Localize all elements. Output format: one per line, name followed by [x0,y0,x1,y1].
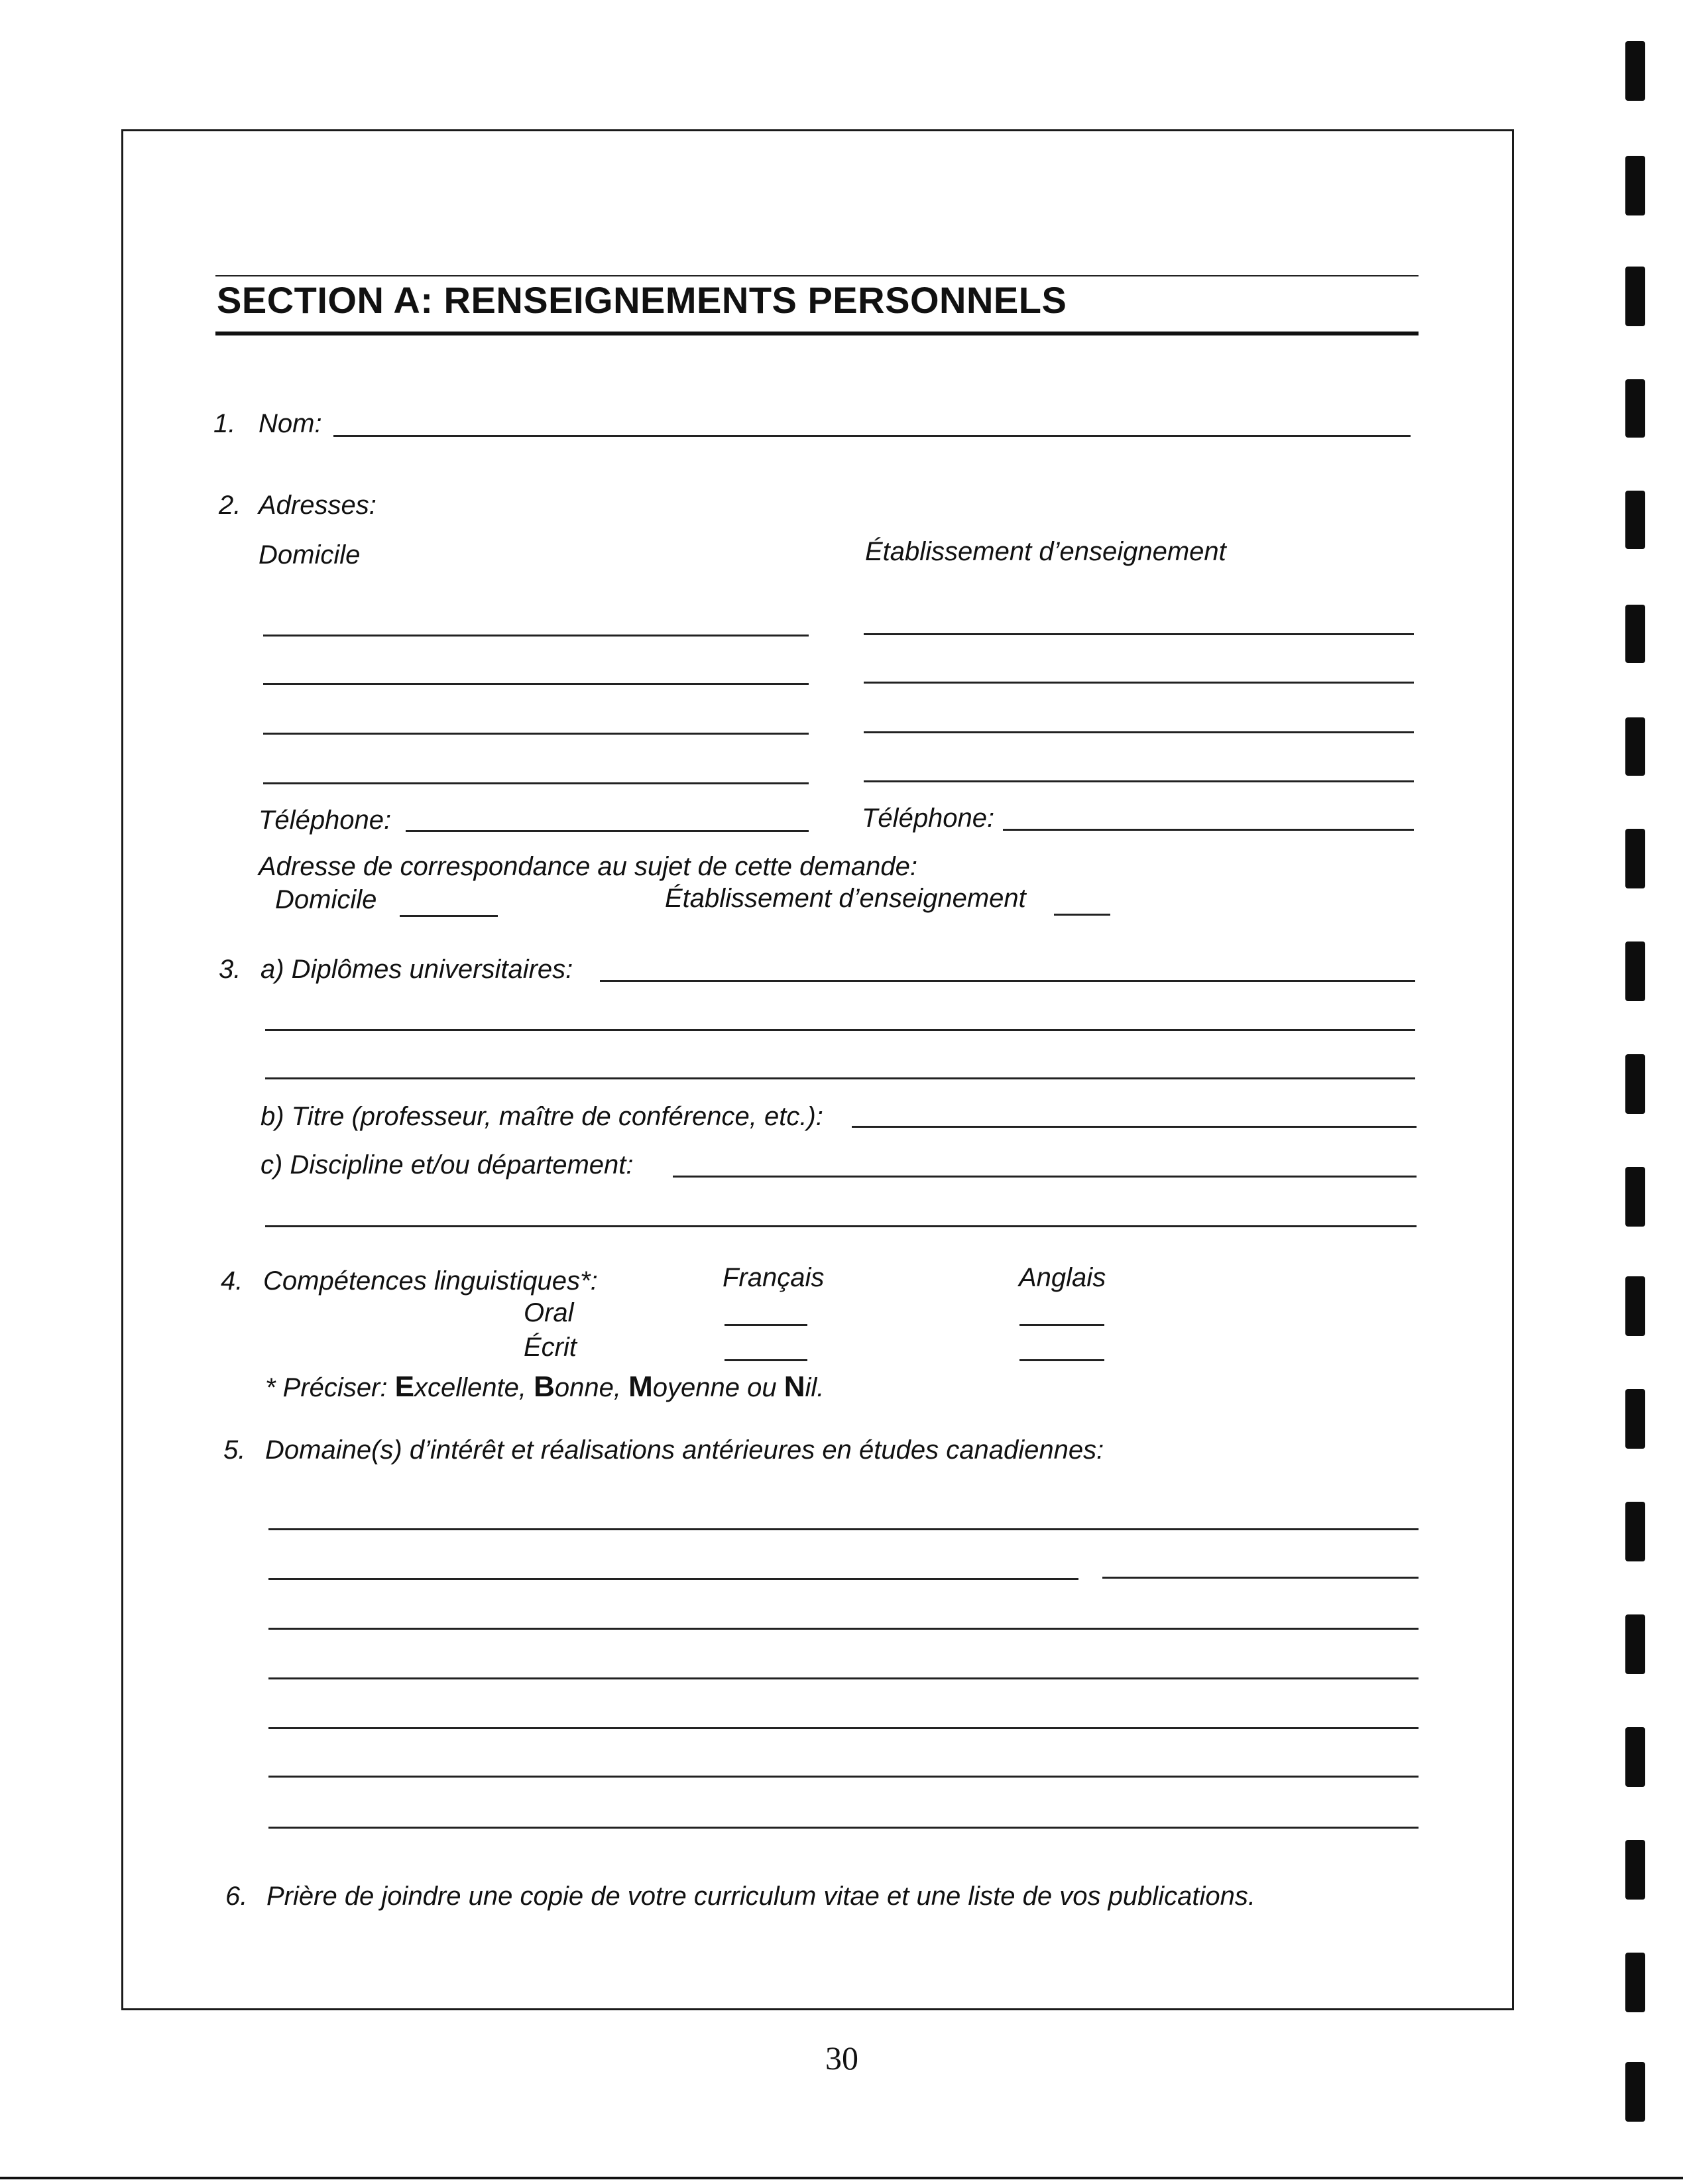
correspondence-label: Adresse de correspondance au sujet de cette demande: [259,852,917,881]
phone-home-field[interactable] [406,830,809,832]
row-written-label: Écrit [524,1333,577,1362]
phone-home-label: Téléphone: [259,806,392,835]
scale-initial-e: E [394,1370,414,1403]
correspondence-school-label: Établissement d’enseignement [665,884,1026,913]
home-address-line-3[interactable] [263,733,809,735]
phone-school-field[interactable] [1003,829,1414,831]
binder-mark [1625,1953,1645,2012]
q5-label: Domaine(s) d’intérêt et réalisations antérieures en études canadiennes: [265,1435,1104,1465]
binder-mark [1625,1614,1645,1674]
col-school-label: Établissement d’enseignement [865,537,1226,566]
col-english-label: Anglais [1019,1263,1106,1292]
interests-line-7[interactable] [268,1827,1419,1829]
header-top-rule [215,275,1419,276]
binder-mark [1625,1389,1645,1449]
binder-mark [1625,491,1645,549]
row-oral-label: Oral [524,1298,574,1327]
interests-line-2a[interactable] [268,1578,1078,1580]
home-address-line-4[interactable] [263,782,809,784]
proficiency-note [265,1370,824,1404]
q3a-label: a) Diplômes universitaires: [261,955,573,984]
binder-mark [1625,829,1645,888]
q6-number: 6. [225,1882,248,1911]
q2-label: Adresses: [259,491,377,520]
degrees-field-3[interactable] [265,1077,1415,1079]
binder-mark [1625,379,1645,438]
name-field[interactable] [333,435,1411,437]
english-written-field[interactable] [1019,1359,1104,1361]
school-address-line-2[interactable] [864,682,1414,684]
degrees-field-2[interactable] [265,1029,1415,1031]
binder-mark [1625,41,1645,101]
school-address-line-4[interactable] [864,780,1414,782]
page-bottom-edge [0,2177,1683,2179]
scale-initial-m: M [628,1370,653,1403]
home-address-line-2[interactable] [263,683,809,685]
phone-school-label: Téléphone: [862,804,995,833]
col-home-label: Domicile [259,540,361,570]
note-prefix: * Préciser: [265,1373,388,1402]
binder-mark [1625,267,1645,326]
q1-number: 1. [213,409,236,438]
q3c-label: c) Discipline et/ou département: [261,1150,634,1180]
correspondence-school-checkbox[interactable] [1054,914,1110,916]
section-title: SECTION A: RENSEIGNEMENTS PERSONNELS [217,279,1067,321]
binder-mark [1625,1054,1645,1114]
col-french-label: Français [723,1263,825,1292]
interests-line-5[interactable] [268,1727,1419,1729]
binder-mark [1625,1167,1645,1227]
interests-line-1[interactable] [268,1528,1419,1530]
q5-number: 5. [223,1435,246,1465]
scale-rest-e: xcellente, [414,1373,526,1402]
binder-mark [1625,2062,1645,2122]
degrees-field-1[interactable] [600,980,1415,982]
interests-line-2b[interactable] [1102,1577,1419,1579]
home-address-line-1[interactable] [263,635,809,637]
interests-line-3[interactable] [268,1628,1419,1630]
binder-mark [1625,717,1645,776]
discipline-field-1[interactable] [673,1176,1417,1178]
q4-label: Compétences linguistiques*: [263,1266,598,1296]
school-address-line-1[interactable] [864,633,1414,635]
scale-rest-b: onne, [554,1373,621,1402]
q2-number: 2. [219,491,241,520]
binder-mark [1625,1840,1645,1900]
q1-label: Nom: [259,409,322,438]
q3b-label: b) Titre (professeur, maître de conférence, etc.): [261,1102,823,1131]
binder-mark [1625,156,1645,215]
q3-number: 3. [219,955,241,984]
header-bottom-rule [215,332,1419,335]
interests-line-6[interactable] [268,1776,1419,1778]
french-written-field[interactable] [725,1359,807,1361]
scale-rest-n: il. [805,1373,825,1402]
binder-mark [1625,1727,1645,1787]
english-oral-field[interactable] [1019,1324,1104,1326]
correspondence-home-checkbox[interactable] [400,915,498,917]
note-or: ou [747,1373,777,1402]
school-address-line-3[interactable] [864,731,1414,733]
q6-label: Prière de joindre une copie de votre curriculum vitae et une liste de vos publications. [266,1882,1255,1911]
scale-initial-n: N [783,1370,805,1403]
french-oral-field[interactable] [725,1324,807,1326]
scale-initial-b: B [534,1370,555,1403]
title-field[interactable] [852,1126,1417,1128]
scale-rest-m: oyenne [652,1373,740,1402]
q4-number: 4. [221,1266,243,1296]
binder-mark [1625,605,1645,663]
page-number: 30 [825,2039,858,2077]
discipline-field-2[interactable] [265,1225,1417,1227]
binder-mark [1625,941,1645,1001]
binder-mark [1625,1276,1645,1336]
binder-mark [1625,1502,1645,1561]
correspondence-home-label: Domicile [275,885,377,914]
interests-line-4[interactable] [268,1677,1419,1679]
